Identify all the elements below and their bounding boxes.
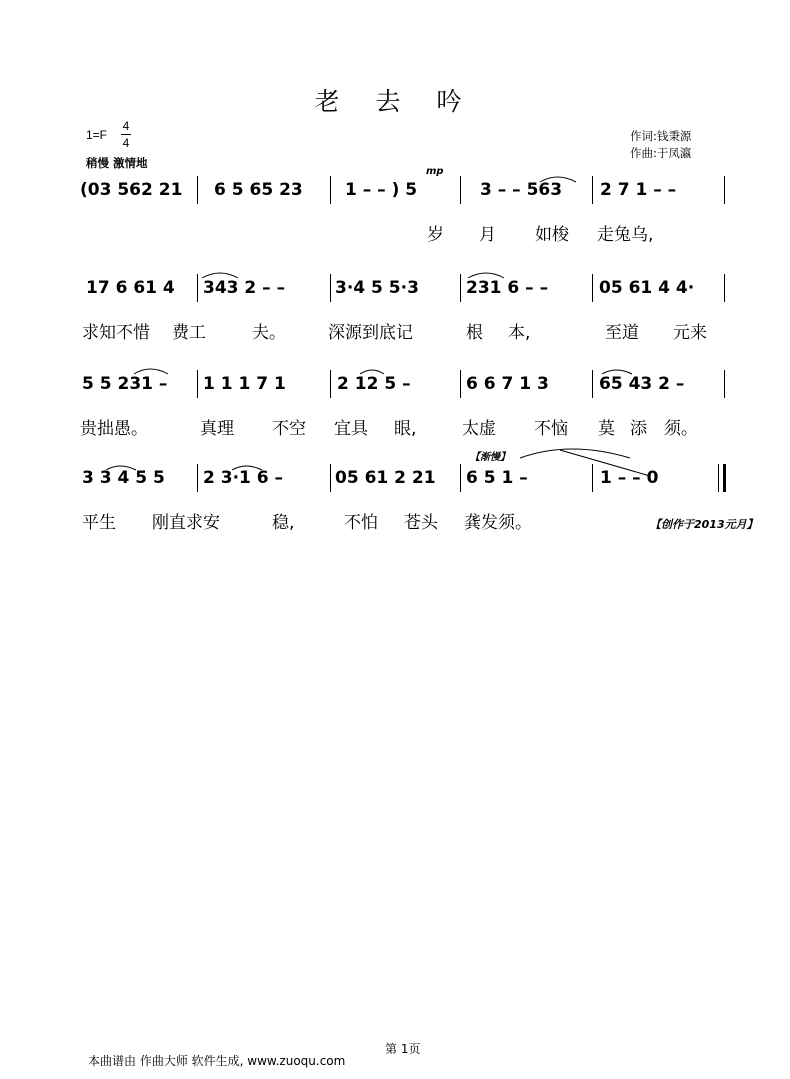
- measure: 05 61 2 21: [335, 468, 436, 488]
- measure: 2 12 5 –: [337, 374, 411, 394]
- page-number: 第 1页: [385, 1042, 421, 1056]
- lyric: 走兔乌,: [597, 225, 654, 245]
- lyric: 宜具: [334, 419, 368, 439]
- lyric: 龚发须。: [464, 513, 532, 533]
- triplet-arc: [468, 273, 504, 278]
- lyric: 莫: [598, 419, 615, 439]
- measure: 05 61 4 4·: [599, 278, 695, 298]
- lyric: 不恼: [534, 419, 568, 439]
- measure: 3·4 5 5·3: [335, 278, 419, 298]
- lyric: 根: [466, 323, 483, 343]
- slur-arc: [602, 370, 632, 374]
- slur-arc: [106, 466, 136, 470]
- lyric: 眼,: [394, 419, 417, 439]
- lyric: 太虚: [462, 419, 496, 439]
- page-title: 老 去 吟: [314, 87, 476, 116]
- lyric: 深源到底记: [328, 323, 413, 343]
- slur-arc: [134, 369, 168, 374]
- lyric: 求知不惜: [82, 323, 150, 343]
- lyric: 夫。: [252, 323, 286, 343]
- lyric: 本,: [508, 323, 531, 343]
- lyric: 苍头: [404, 513, 438, 533]
- lyric: 贵拙愚。: [80, 419, 148, 439]
- measure: 5 5 231 –: [82, 374, 168, 394]
- measure: 17 6 61 4: [86, 278, 175, 298]
- lyric: 不怕: [344, 513, 378, 533]
- measure: 3 3 4 5 5: [82, 468, 165, 488]
- footer-note: 本曲谱由 作曲大师 软件生成, www.zuoqu.com: [88, 1054, 346, 1068]
- slur-arc: [360, 370, 384, 374]
- lyric: 如梭: [535, 225, 569, 245]
- triplet-arc: [540, 177, 576, 182]
- measure: 1 1 1 7 1: [203, 374, 286, 394]
- tempo-marking: 稍慢 激情地: [86, 156, 148, 170]
- lyricist-credit: 作词:钱秉源: [630, 129, 692, 143]
- measure: 3 – – 563: [480, 180, 563, 200]
- lyric: 不空: [272, 419, 306, 439]
- lyric: 岁: [427, 225, 444, 245]
- lyric: 稳,: [272, 513, 295, 533]
- lyric: 真理: [200, 419, 234, 439]
- time-signature-top: 4: [122, 119, 130, 133]
- measure: 1 – – ) 5: [345, 180, 418, 200]
- measure: 6 5 65 23: [214, 180, 303, 200]
- rit-mark: 【渐慢】: [470, 452, 510, 463]
- slur-arc: [520, 449, 630, 458]
- measure: 6 6 7 1 3: [466, 374, 549, 394]
- slur-arc: [232, 466, 262, 470]
- lyric: 费工: [172, 323, 206, 343]
- rit-line: [560, 450, 650, 476]
- measure: 231 6 – –: [466, 278, 549, 298]
- time-signature-bottom: 4: [122, 136, 130, 150]
- lyric: 月: [479, 225, 496, 245]
- measure: 1 – – 0: [600, 468, 659, 488]
- lyric: 刚直求安: [152, 513, 220, 533]
- measure: 65 43 2 –: [599, 374, 685, 394]
- measure: 343 2 – –: [203, 278, 286, 298]
- lyric: 至道: [605, 323, 639, 343]
- measure: (03 562 21: [80, 180, 183, 200]
- lyric: 平生: [82, 513, 116, 533]
- triplet-arc: [202, 273, 238, 278]
- lyric: 元来: [673, 323, 707, 343]
- lyric: 添: [630, 419, 647, 439]
- lyric: 须。: [664, 419, 698, 439]
- dynamic-mark: mp: [426, 166, 444, 177]
- measure: 2 7 1 – –: [600, 180, 677, 200]
- measure: 6 5 1 –: [466, 468, 528, 488]
- composer-credit: 作曲:于凤瀛: [630, 146, 692, 160]
- measure: 2 3·1 6 –: [203, 468, 284, 488]
- creation-note: 【创作于2013元月】: [650, 518, 758, 531]
- key-signature: 1=F: [86, 128, 108, 142]
